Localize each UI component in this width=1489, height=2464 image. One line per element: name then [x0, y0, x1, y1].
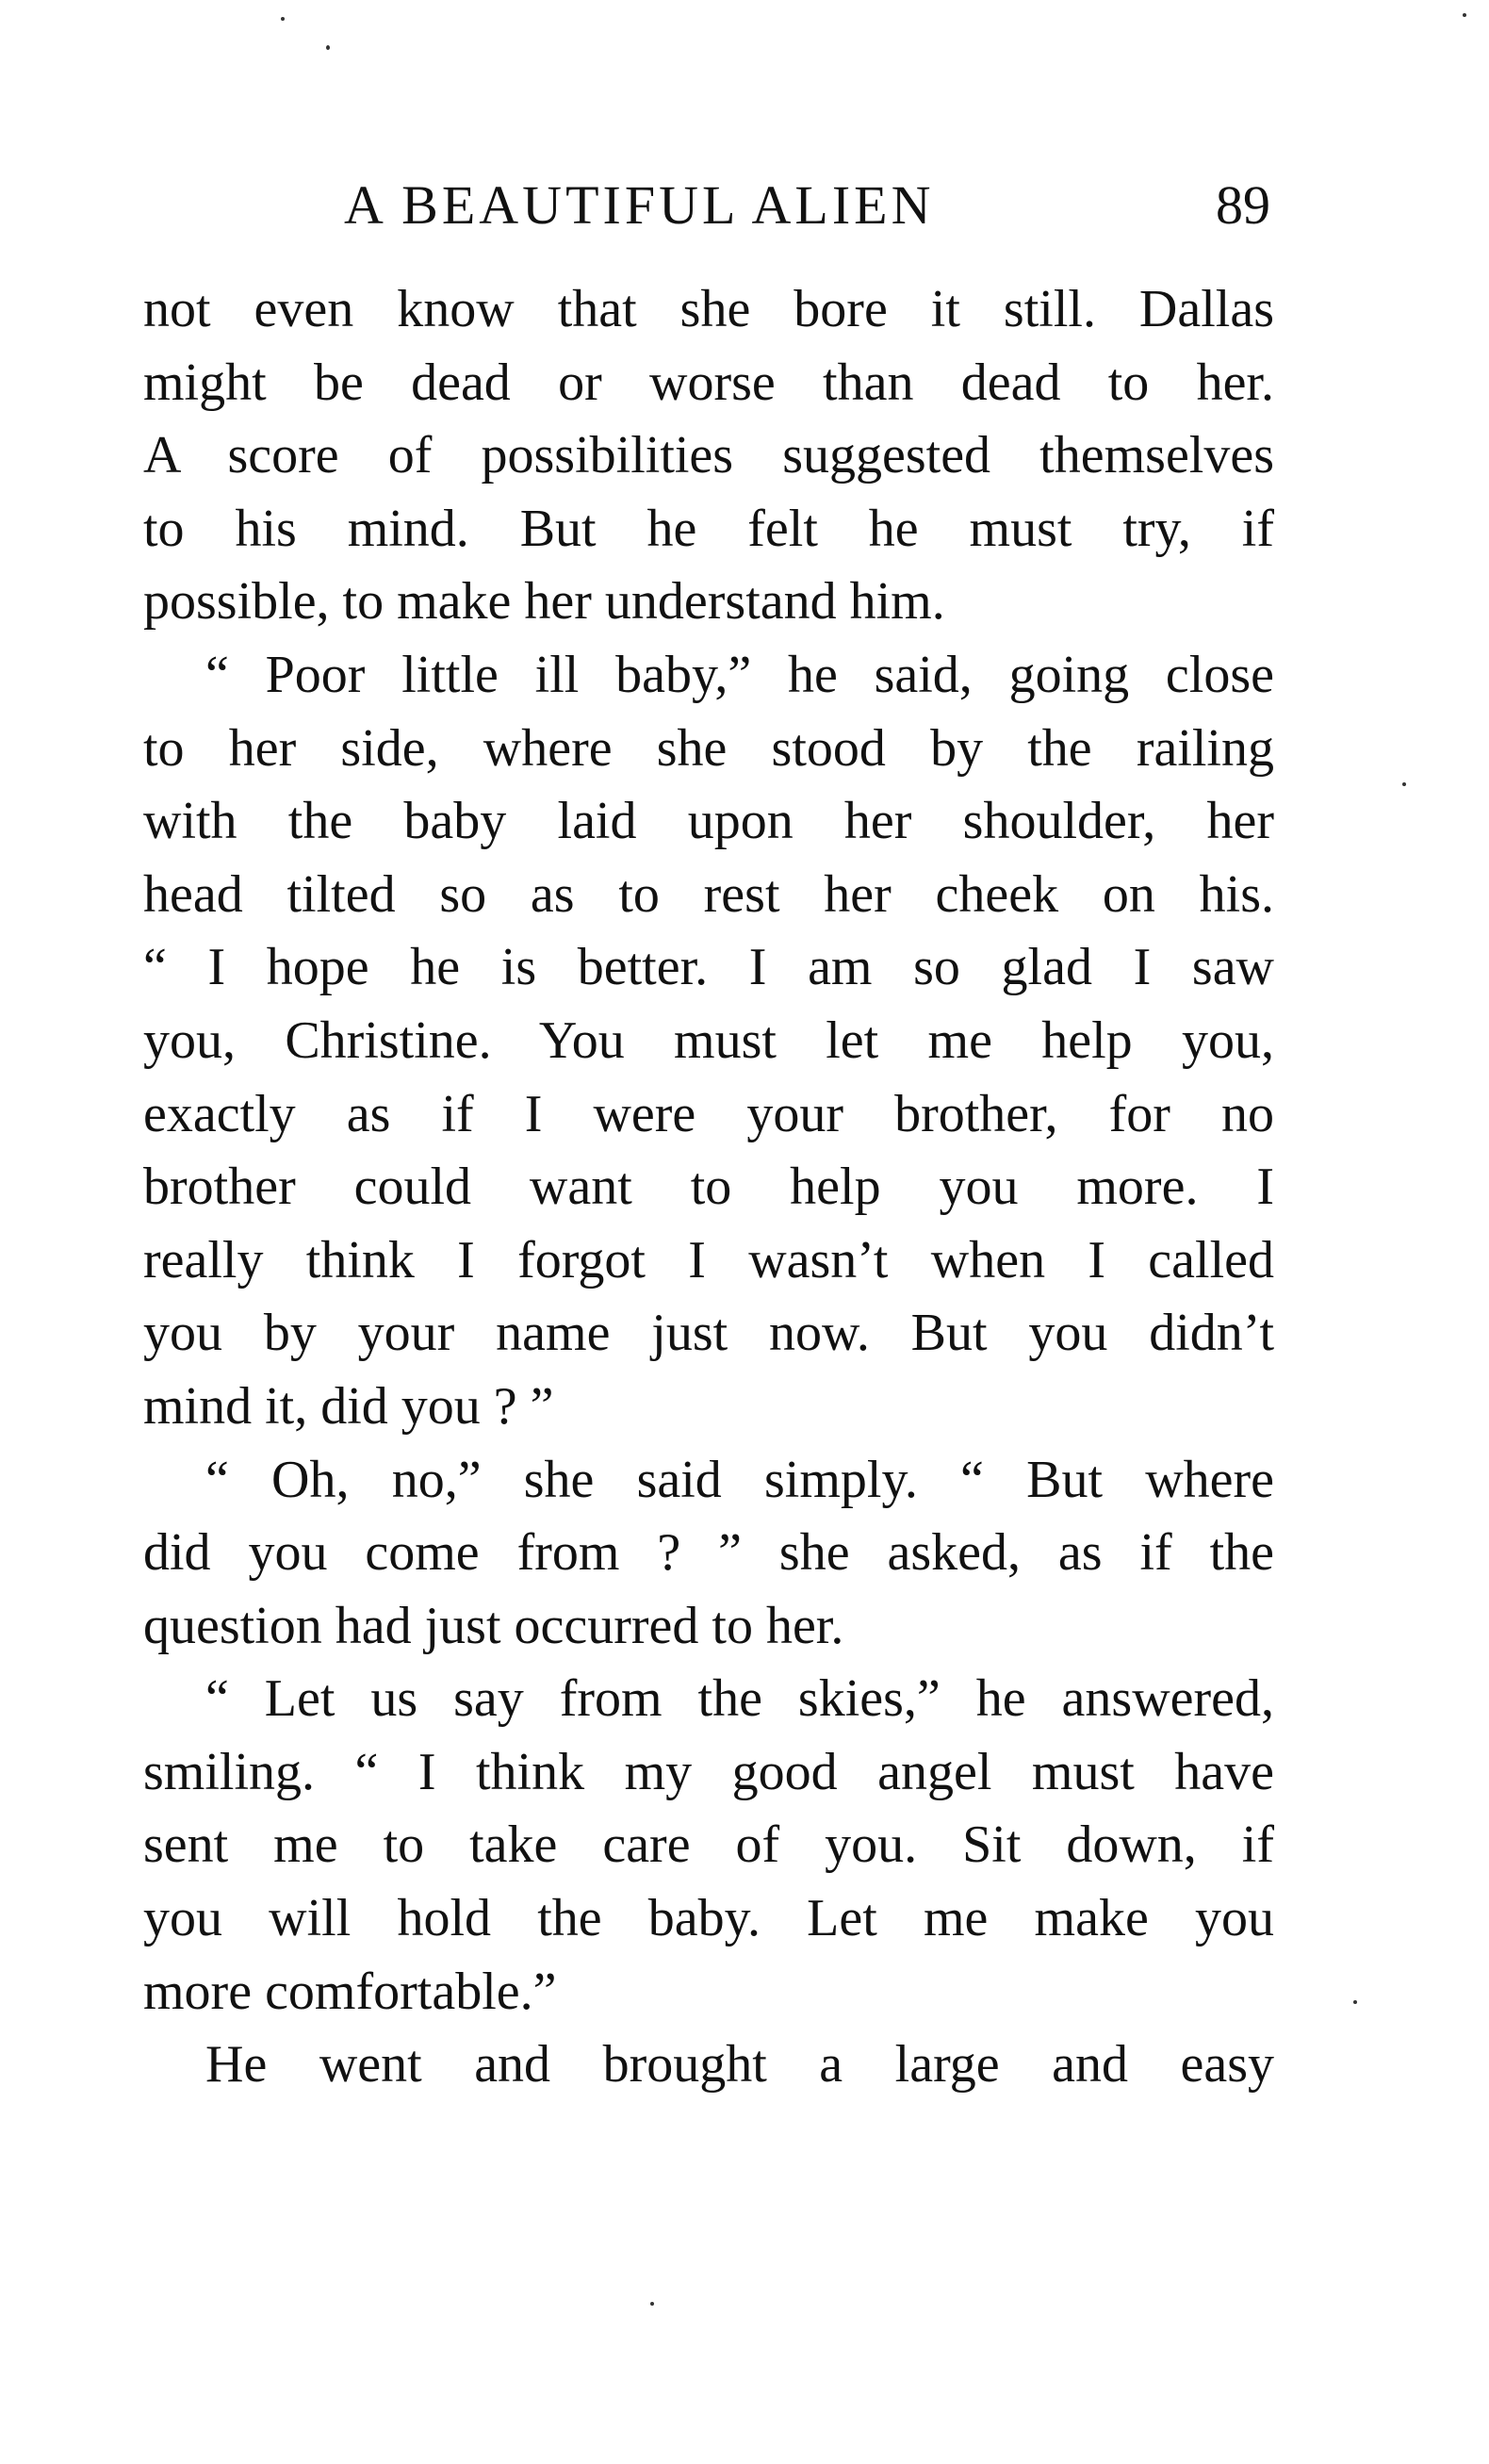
- text-line: sent me to take care of you. Sit down, if: [143, 1815, 1274, 1875]
- text-line: question had just occurred to her.: [143, 1596, 844, 1655]
- text-line: A score of possibilities suggested themselves: [143, 426, 1274, 485]
- print-speck: [281, 17, 285, 21]
- text-line: head tilted so as to rest her cheek on his.: [143, 864, 1274, 924]
- text-line: “ Oh, no,” she said simply. “ But where: [205, 1450, 1274, 1509]
- text-line: with the baby laid upon her shoulder, her: [143, 792, 1274, 851]
- text-line: mind it, did you ? ”: [143, 1376, 554, 1436]
- text-line: not even know that she bore it still. Dallas: [143, 280, 1274, 338]
- print-speck: [1353, 2000, 1357, 2004]
- text-line: really think I forgot I wasn’t when I called: [143, 1230, 1274, 1289]
- text-line: brother could want to help you more. I: [143, 1158, 1274, 1217]
- text-line: “ Let us say from the skies,” he answered,: [205, 1669, 1274, 1729]
- print-speck: [1463, 13, 1466, 17]
- running-head: [141, 168, 1291, 243]
- text-line: smiling. “ I think my good angel must have: [143, 1742, 1274, 1801]
- text-line: He went and brought a large and easy: [205, 2035, 1274, 2094]
- text-line: “ I hope he is better. I am so glad I saw: [143, 938, 1274, 997]
- text-line: “ Poor little ill baby,” he said, going close: [205, 645, 1274, 704]
- text-line: you will hold the baby. Let me make you: [143, 1889, 1274, 1948]
- page-number: 89: [1216, 174, 1270, 236]
- text-line: more comfortable.”: [143, 1962, 557, 2021]
- text-line: to his mind. But he felt he must try, if: [143, 499, 1274, 558]
- text-line: you by your name just now. But you didn’t: [143, 1304, 1274, 1363]
- body-text: [143, 273, 1274, 2102]
- text-line: possible, to make her understand him.: [143, 572, 945, 632]
- print-speck: [1402, 782, 1406, 786]
- text-line: to her side, where she stood by the railing: [143, 718, 1274, 778]
- text-line: exactly as if I were your brother, for no: [143, 1084, 1274, 1143]
- text-line: did you come from ? ” she asked, as if the: [143, 1523, 1274, 1583]
- running-title: A BEAUTIFUL ALIEN: [344, 174, 935, 236]
- print-speck: [326, 45, 330, 50]
- text-line: might be dead or worse than dead to her.: [143, 353, 1274, 412]
- text-line: you, Christine. You must let me help you,: [143, 1010, 1274, 1070]
- print-speck: [650, 2302, 654, 2306]
